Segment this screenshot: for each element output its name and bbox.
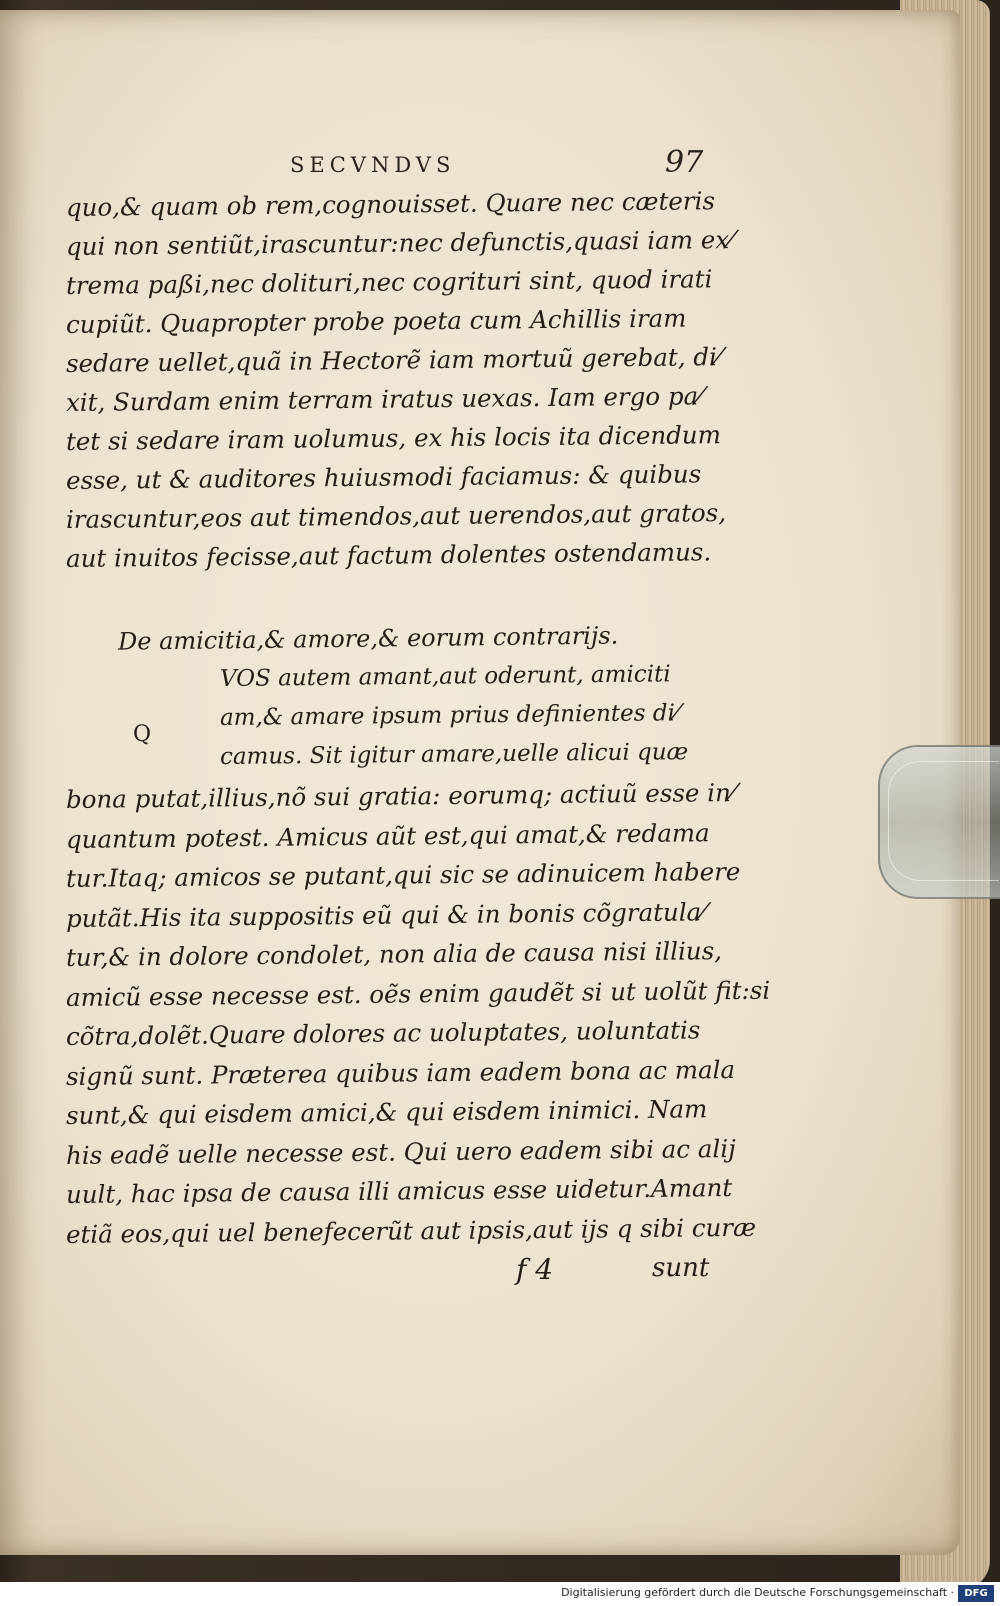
text-line: esse, ut & auditores huiusmodi faciamus: & quibus — [65, 459, 702, 495]
initial-letter: Q — [133, 722, 152, 747]
text-line: xit, Surdam enim terram iratus uexas. Iam ergo pa⁄ — [65, 381, 703, 417]
text-line: aut inuitos fecisse,aut factum dolentes ostendamus. — [65, 537, 712, 573]
text-line: sunt,& qui eisdem amici,& qui eisdem inimici. Nam — [65, 1094, 708, 1130]
text-line: amicũ esse necesse est. oẽs enim gaudẽt si ut uolũt fit:si — [65, 975, 771, 1012]
text-line: VOS autem amant,aut oderunt, amiciti — [219, 661, 671, 692]
text-line: uult, hac ipsa de causa illi amicus esse uidetur.Amant — [65, 1173, 733, 1209]
text-line: cupiũt. Quapropter probe poeta cum Achillis iram — [65, 303, 687, 339]
text-line: irascuntur,eos aut timendos,aut uerendos,aut gratos, — [65, 498, 727, 534]
paragraph-1 — [65, 186, 734, 578]
text-line: sedare uellet,quã in Hectorẽ iam mortuũ gerebat, di⁄ — [65, 342, 722, 378]
running-head — [0, 145, 960, 185]
section-heading: De amicitia,& amore,& eorum contrarijs. — [117, 621, 619, 656]
text-line: bona putat,illius,nõ sui gratia: eorumq; actiuũ esse in⁄ — [65, 777, 736, 814]
page-clip — [878, 745, 1000, 899]
text-line: tur.Itaq; amicos se putant,qui sic se adinuicem habere — [65, 856, 741, 893]
text-line: quo,& quam ob rem,cognouisset. Quare nec cæteris — [65, 186, 716, 222]
dfg-logo[interactable]: DFG — [958, 1585, 994, 1602]
clip-highlight — [888, 761, 999, 881]
footer-bar — [0, 1582, 1000, 1606]
book-page — [0, 10, 960, 1555]
text-line: trema paßi,nec dolituri,nec cogrituri sint, quod irati — [65, 264, 713, 300]
text-line: cõtra,dolẽt.Quare dolores ac uoluptates, uoluntatis — [65, 1015, 701, 1051]
text-line: qui non sentiũt,irascuntur:nec defunctis,quasi iam ex⁄ — [65, 225, 734, 261]
text-line: signũ sunt. Præterea quibus iam eadem bona ac mala — [65, 1054, 736, 1091]
paragraph-2 — [65, 777, 771, 1254]
catchword: sunt — [652, 1253, 710, 1283]
text-line: etiã eos,qui uel benefecerũt aut ipsis,aut ijs q sibi curæ — [65, 1212, 757, 1249]
text-line: his eadẽ uelle necesse est. Qui uero eadem sibi ac alij — [65, 1133, 736, 1170]
text-line: tet si sedare iram uolumus, ex his locis ita dicendum — [65, 420, 722, 456]
signature-mark: f 4 — [516, 1253, 554, 1286]
running-head-title: SECVNDVS — [290, 153, 456, 177]
page-number: 97 — [665, 145, 704, 180]
text-line: am,& amare ipsum prius definientes di⁄ — [219, 700, 679, 731]
text-line: camus. Sit igitur amare,uelle alicui quæ — [219, 739, 689, 770]
text-line: tur,& in dolore condolet, non alia de causa nisi illius, — [65, 936, 723, 972]
indented-opening — [220, 660, 710, 777]
footer-credit: Digitalisierung gefördert durch die Deutsche Forschungsgemeinschaft · — [561, 1586, 954, 1599]
text-line: quantum potest. Amicus aũt est,qui amat,& redama — [65, 817, 710, 854]
text-line: putãt.His ita suppositis eũ qui & in bonis cõgratula⁄ — [65, 896, 706, 933]
